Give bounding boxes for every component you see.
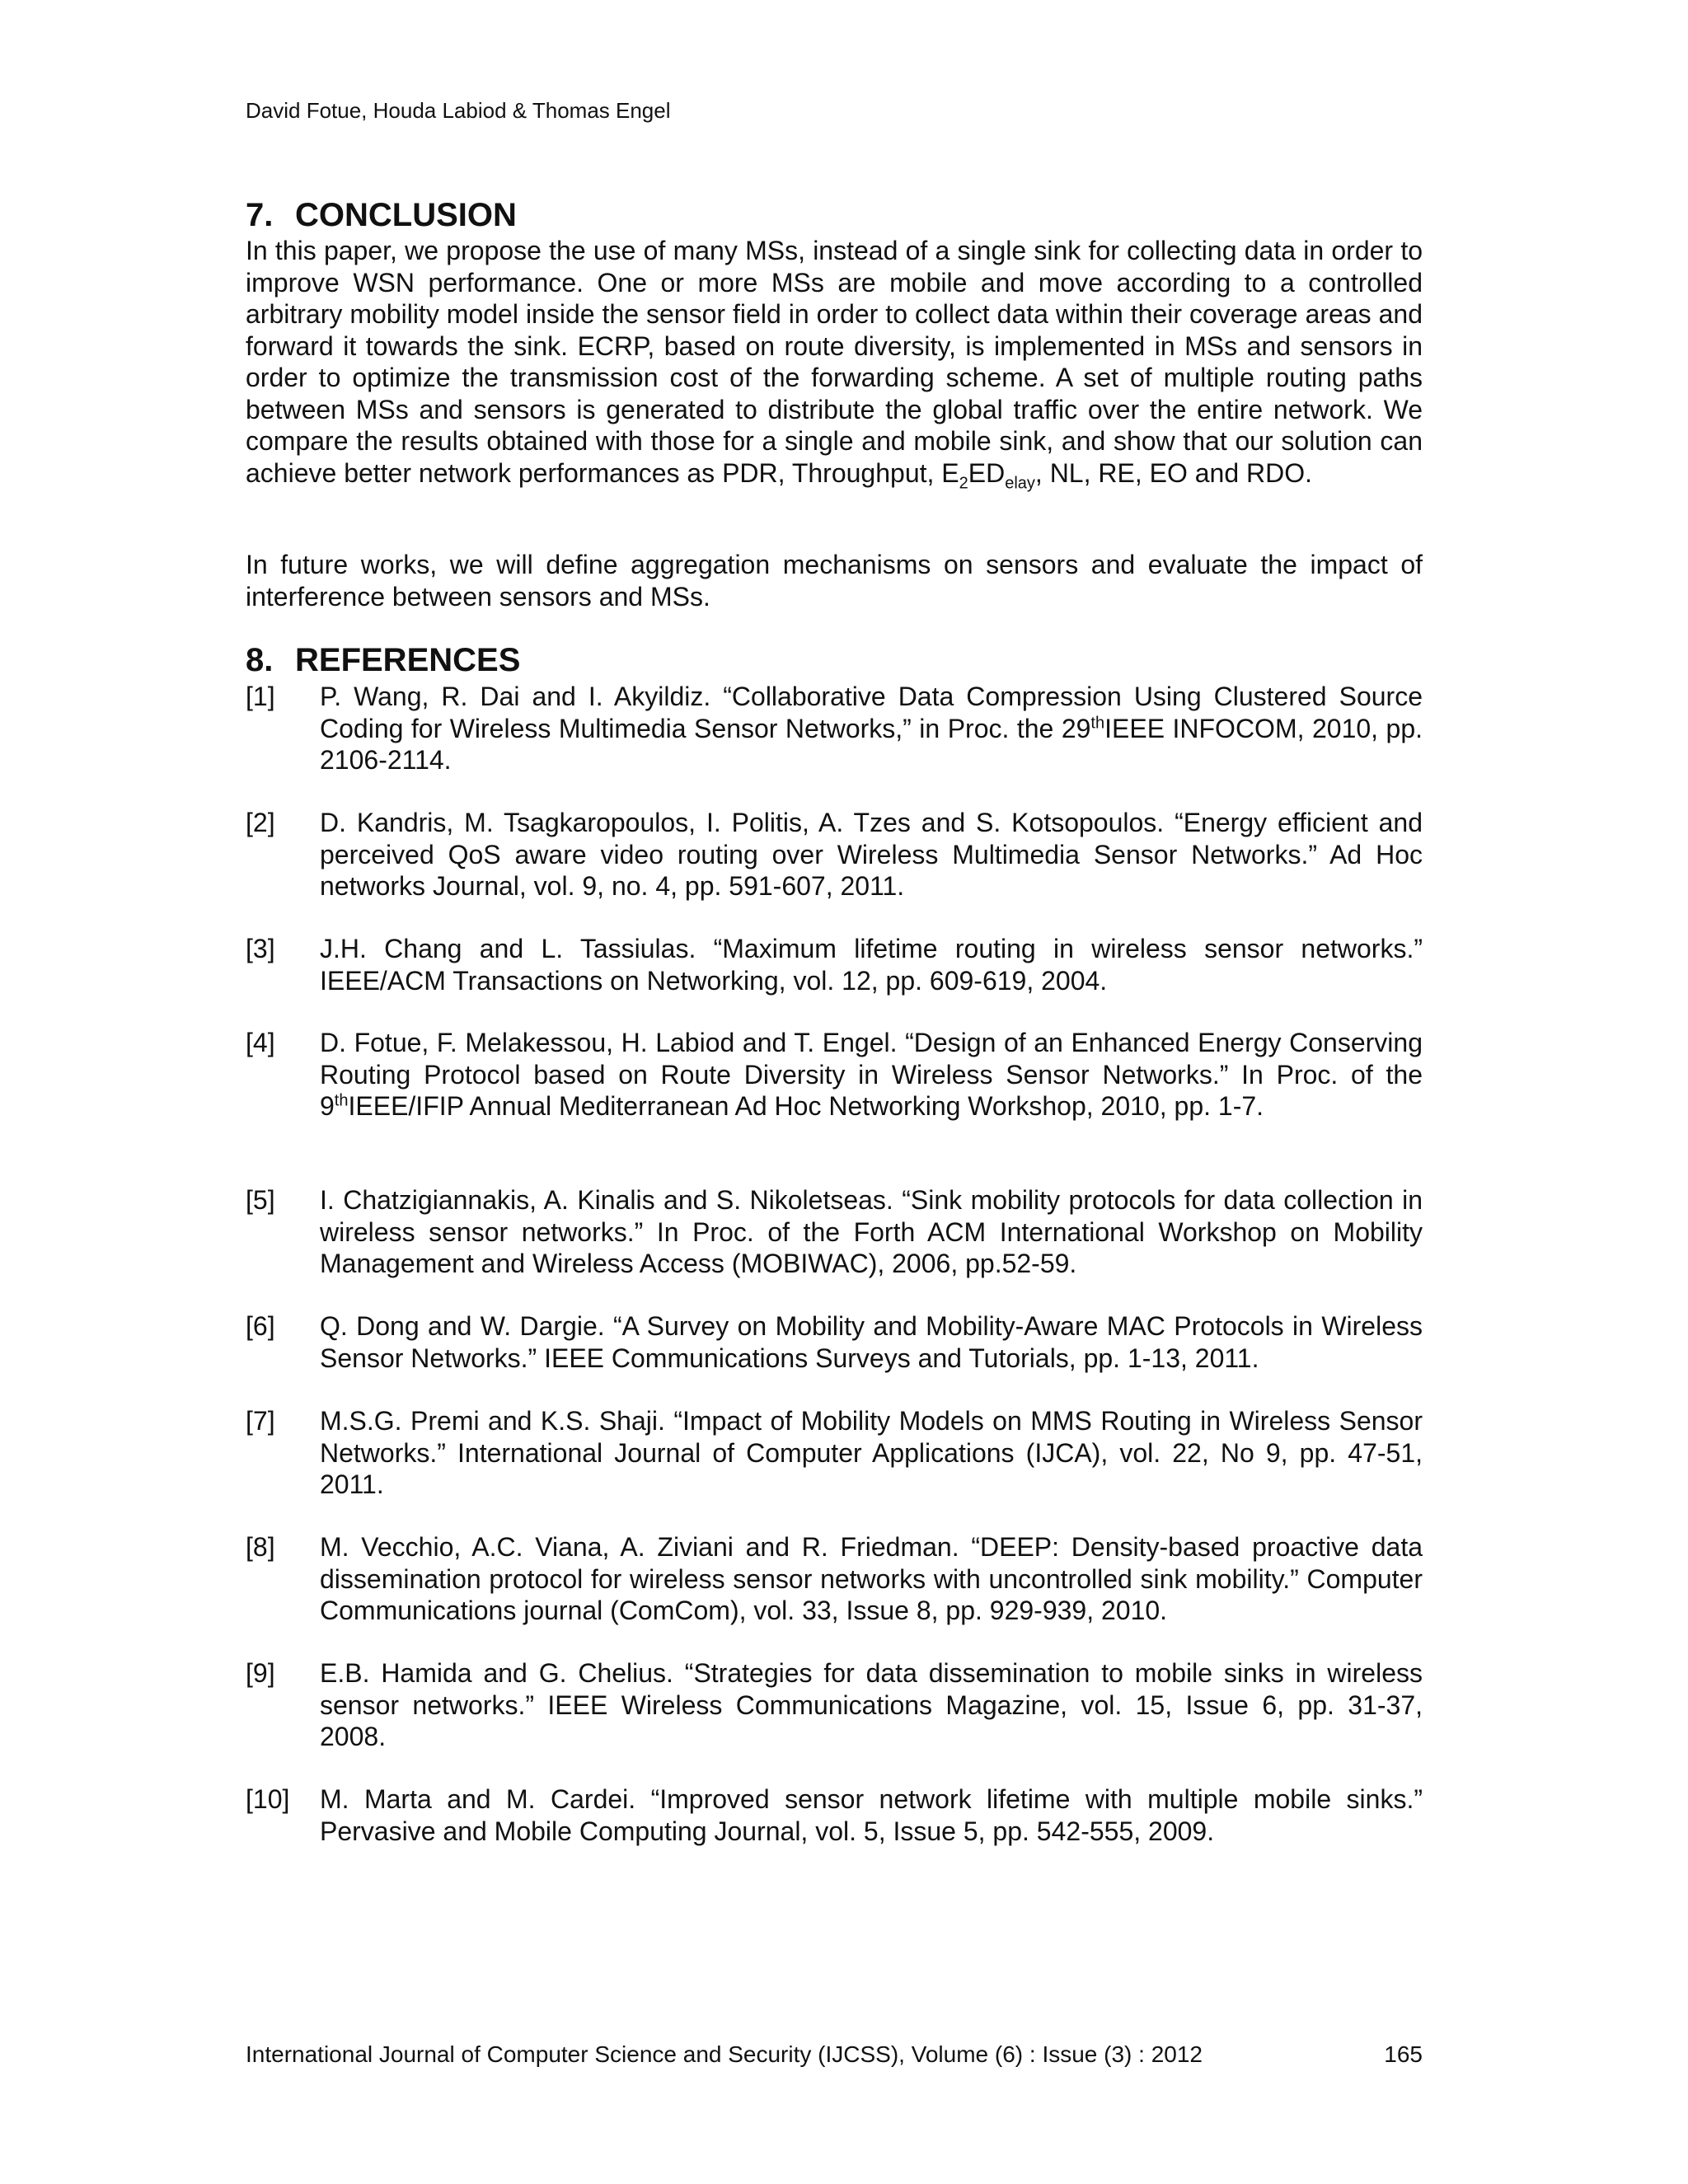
reference-text: E.B. Hamida and G. Chelius. “Strategies for data dissemination to mobile sinks in wireless sensor networks.” IEEE Wireless Communications Magazine, vol. 15, Issue 6, pp. 31-37, 2008. <box>320 1658 1423 1751</box>
e2-subscript: 2 <box>959 473 968 492</box>
reference-item-8 <box>246 1531 1423 1627</box>
conclusion-paragraph-1 <box>246 235 1423 492</box>
reference-label: [10] <box>246 1784 290 1814</box>
reference-item-6 <box>246 1310 1423 1374</box>
references-heading <box>246 641 520 679</box>
th-superscript: th <box>1090 713 1105 732</box>
reference-item-5 <box>246 1184 1423 1280</box>
reference-text-part: IEEE/IFIP Annual Mediterranean Ad Hoc Networking Workshop, 2010, pp. 1-7. <box>348 1091 1264 1121</box>
references-heading-number: 8. <box>246 642 274 678</box>
reference-item-10 <box>246 1783 1423 1847</box>
reference-label: [7] <box>246 1406 275 1436</box>
reference-item-4 <box>246 1027 1423 1122</box>
reference-label: [1] <box>246 682 275 711</box>
conclusion-heading <box>246 196 517 234</box>
reference-label: [4] <box>246 1028 275 1057</box>
references-heading-title: REFERENCES <box>295 642 521 678</box>
reference-label: [3] <box>246 934 275 963</box>
reference-text <box>320 681 1423 776</box>
reference-label: [5] <box>246 1185 275 1215</box>
reference-text: I. Chatzigiannakis, A. Kinalis and S. Nikoletseas. “Sink mobility protocols for data collection in wireless sensor networks.” In Proc. of the Forth ACM International Workshop on Mobility Management and Wireless Access (MOBIWAC), 2006, pp.52-59. <box>320 1185 1423 1278</box>
elay-subscript: elay <box>1005 473 1035 492</box>
conclusion-heading-number: 7. <box>246 197 274 233</box>
reference-text-part: IEEE INFOCOM, 2010, pp. 2106-2114. <box>320 713 1423 775</box>
reference-text <box>320 1027 1423 1122</box>
reference-text: M.S.G. Premi and K.S. Shaji. “Impact of Mobility Models on MMS Routing in Wireless Sensor Networks.” International Journal of Computer Applications (IJCA), vol. 22, No 9, pp. 47-51, 2011. <box>320 1406 1423 1499</box>
reference-text: J.H. Chang and L. Tassiulas. “Maximum lifetime routing in wireless sensor networks.” IEEE/ACM Transactions on Networking, vol. 12, pp. 609-619, 2004. <box>320 934 1423 996</box>
footer-page-number: 165 <box>1384 2041 1423 2067</box>
reference-item-3 <box>246 933 1423 996</box>
reference-text: Q. Dong and W. Dargie. “A Survey on Mobility and Mobility-Aware MAC Protocols in Wireless Sensor Networks.” IEEE Communications Surveys and Tutorials, pp. 1-13, 2011. <box>320 1311 1423 1373</box>
reference-text-part: D. Fotue, F. Melakessou, H. Labiod and T. Engel. “Design of an Enhanced Energy Conserving Routing Protocol based on Route Diversity in Wireless Sensor Networks.” In Proc. of the 9 <box>320 1028 1423 1121</box>
th-superscript: th <box>334 1091 349 1110</box>
ed-text: ED <box>968 457 1006 488</box>
reference-text: M. Vecchio, A.C. Viana, A. Ziviani and R. Friedman. “DEEP: Density-based proactive data dissemination protocol for wireless sensor networks with uncontrolled sink mobility.” Computer Communications journal (ComCom), vol. 33, Issue 8, pp. 929-939, 2010. <box>320 1532 1423 1625</box>
reference-item-1 <box>246 681 1423 776</box>
conclusion-paragraph-2: In future works, we will define aggregation mechanisms on sensors and evaluate the impact of interference between sensors and MSs. <box>246 550 1423 612</box>
reference-text: M. Marta and M. Cardei. “Improved sensor network lifetime with multiple mobile sinks.” Pervasive and Mobile Computing Journal, vol. 5, Issue 5, pp. 542-555, 2009. <box>320 1784 1423 1846</box>
reference-label: [8] <box>246 1532 275 1562</box>
reference-item-9 <box>246 1657 1423 1753</box>
reference-text-part: P. Wang, R. Dai and I. Akyildiz. “Collaborative Data Compression Using Clustered Source Coding for Wireless Multimedia Sensor Networks,” in Proc. the 29 <box>320 682 1423 743</box>
conclusion-paragraph-1-end: , NL, RE, EO and RDO. <box>1034 457 1313 488</box>
reference-label: [6] <box>246 1311 275 1341</box>
running-head-authors: David Fotue, Houda Labiod & Thomas Engel <box>246 98 671 123</box>
reference-item-2 <box>246 807 1423 902</box>
reference-text: D. Kandris, M. Tsagkaropoulos, I. Politis, A. Tzes and S. Kotsopoulos. “Energy efficient and perceived QoS aware video routing over Wireless Multimedia Sensor Networks.” Ad Hoc networks Journal, vol. 9, no. 4, pp. 591-607, 2011. <box>320 808 1423 901</box>
conclusion-heading-title: CONCLUSION <box>295 197 517 233</box>
reference-label: [9] <box>246 1658 275 1688</box>
reference-label: [2] <box>246 808 275 837</box>
footer-journal: International Journal of Computer Science and Security (IJCSS), Volume (6) : Issue (3) : 2012 <box>246 2041 1203 2067</box>
reference-item-7 <box>246 1405 1423 1501</box>
conclusion-paragraph-1-text: In this paper, we propose the use of many MSs, instead of a single sink for collecting data in order to improve WSN performance. One or more MSs are mobile and move according to a controlled arbitrary mobility model inside the sensor field in order to collect data within their coverage areas and forward it towards the sink. ECRP, based on route diversity, is implemented in MSs and sensors in order to optimize the transmission cost of the forwarding scheme. A set of multiple routing paths between MSs and sensors is generated to distribute the global traffic over the entire network. We compare the results obtained with those for a single and mobile sink, and show that our solution can achieve better network performances as PDR, Throughput, E <box>246 236 1423 488</box>
